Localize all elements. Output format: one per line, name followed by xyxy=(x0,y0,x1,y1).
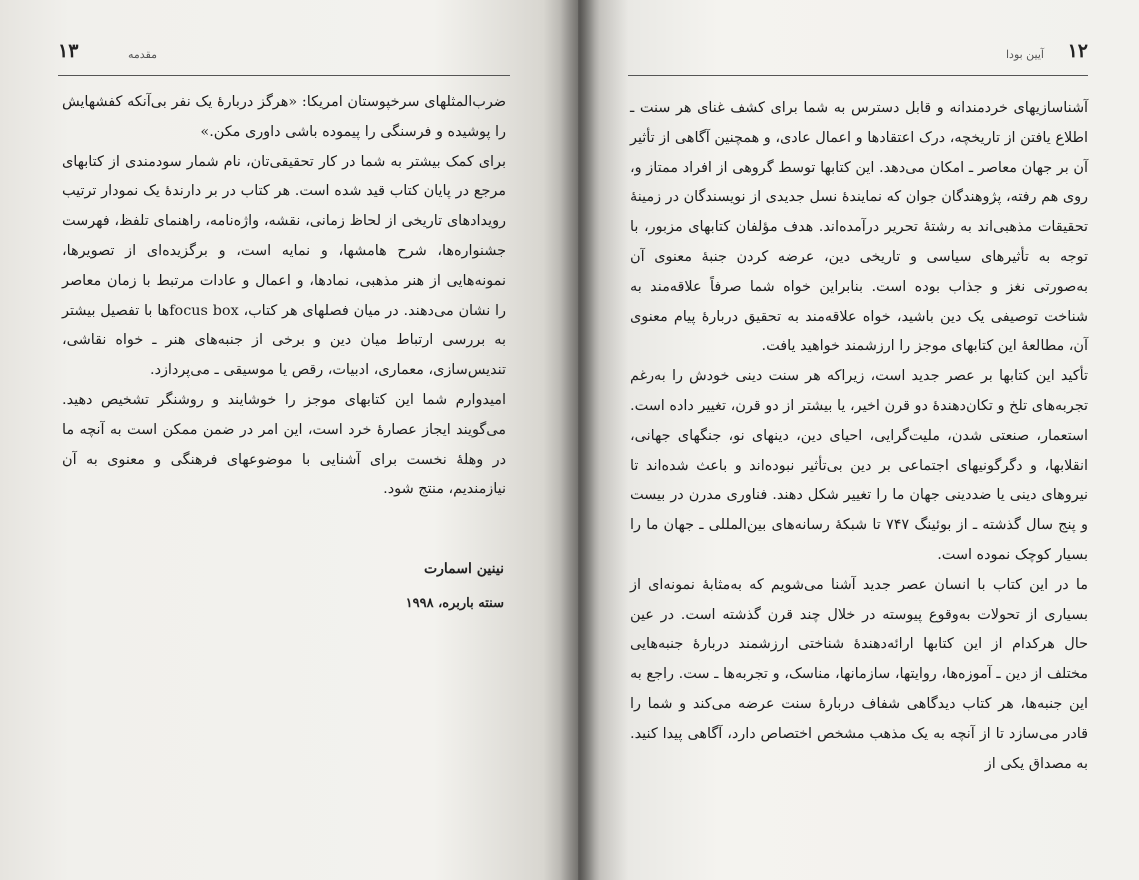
left-paragraph: برای کمک بیشتر به شما در کار تحقیقی‌تان، نام شمار سودمندی از کتابهای مرجع در پایان کتاب قید شده است. هر کتاب در بر دارندهٔ یک نمودار ترتیب رویدادهای تاریخی از لحاظ زمانی، نقشه، واژه‌نامه، راهنمای تلفظ، فهرست جشنواره‌ها، شرح هامشها، و نمایه است، و برگزیده‌ای از تصویرها، نمونه‌هایی از هنر مذهبی، نمادها، و اعمال و عادات مرتبط با زمان معاصر را نشان می‌دهند. در میان فصلهای هر کتاب، focus boxها با تفصیل بیشتر به بررسی ارتباط میان دین و برخی از جنبه‌های هنر ـ خواه نقاشی، تندیس‌سازی، معماری، ادبیات، رقص یا موسیقی ـ می‌پردازد. xyxy=(62,153,506,379)
signature-name: نینین اسمارت xyxy=(423,561,504,577)
left-paragraph: ضرب‌المثلهای سرخپوستان امریکا: «هرگز دربارهٔ یک نفر بی‌آنکه کفشهایش را پوشیده و فرسنگی را پیموده باشی داوری مکن.» xyxy=(62,94,506,140)
right-header-rule xyxy=(628,75,1088,76)
left-paragraph: امیدوارم شما این کتابهای موجز را خوشایند و روشنگر تشخیص دهید. می‌گویند ایجاز عصارهٔ خرد است، این امر در ضمن ممکن است به آنچه ما در وهلهٔ نخست برای آشنایی با موضوعهای فرهنگی و معنوی به آن نیازمندیم، منتج شود. xyxy=(62,391,506,498)
right-running-title: آیین بودا xyxy=(1005,48,1044,61)
right-page-header xyxy=(628,40,1088,68)
left-running-title: مقدمه xyxy=(128,48,158,61)
right-page xyxy=(578,0,1139,880)
left-page-body xyxy=(62,88,506,505)
left-page-header xyxy=(58,40,510,68)
signature-place: سنته باربره، ۱۹۹۸ xyxy=(405,596,504,611)
book-gutter-shadow xyxy=(560,0,600,880)
right-page-number: ۱۲ xyxy=(1067,40,1088,62)
left-header-rule xyxy=(58,75,510,76)
right-page-body xyxy=(630,94,1088,779)
left-page-number: ۱۳ xyxy=(58,40,79,62)
right-paragraph: ما در این کتاب با انسان عصر جدید آشنا می‌شویم که به‌مثابهٔ نمونه‌ای از بسیاری از تحولات به‌وقوع پیوسته در خلال چند قرن گذشته است. در عین حال هرکدام از این کتابها ارائه‌دهندهٔ شناختی ارزشمند دربارهٔ جنبه‌هایی مختلف از دین ـ آموزه‌ها، روایتها، سازمانها، مناسک، و تجربه‌ها ـ ست. راجع به این جنبه‌ها، هر کتاب دیدگاهی شفاف دربارهٔ سنت عرضه می‌کند و شما را قادر می‌سازد تا از آنچه به یک مذهب مشخص اختصاص دارد، آگاهی پیدا کنید. به مصداق یکی از xyxy=(630,576,1088,772)
right-paragraph: تأکید این کتابها بر عصر جدید است، زیراکه هر سنت دینی خودش را به‌رغم تجربه‌های تلخ و تکان‌دهندهٔ دو قرن اخیر، یا بیشتر از دو قرن، تغییر داده است. استعمار، صنعتی شدن، ملیت‌گرایی، احیای دین، دینهای نو، جنگهای جهانی، انقلابها، و دگرگونیهای اجتماعی بر دین بی‌تأثیر نبوده‌اند و باعث شده‌اند تا نیروهای دینی یا ضددینی جهان ما را تغییر شکل دهند. فناوری مدرن در بیست و پنج سال گذشته ـ از بوئینگ ۷۴۷ تا شبکهٔ رسانه‌های بین‌المللی ـ جهان ما را بسیار کوچک نموده است. xyxy=(630,368,1089,563)
right-paragraph: آشناسازیهای خردمندانه و قابل دسترس به شما برای کشف غنای هر سنت ـ اطلاع یافتن از تاریخچه، درک اعتقادها و اعمال عادی، و همچنین آگاهی از تأثیر آن بر جهان معاصر ـ امکان می‌دهد. این کتابها توسط گروهی از افراد ممتاز و، روی هم رفته، پژوهندگان جوان که نمایندهٔ نسل جدیدی از نویسندگان در زمینهٔ تحقیقات مذهبی‌اند به رشتهٔ تحریر درآمده‌اند. هدف مؤلفان کتابهای مزبور، با توجه به تأثیرهای سیاسی و تاریخی دین، عرضه کردن جنبهٔ معنوی آن به‌صورتی نغز و جذاب بوده است. بنابراین خواه شما صرفاً علاقه‌مند به شناخت توصیفی یک دین باشید، خواه علاقه‌مند به تحقیق دربارهٔ پیام معنوی آن، مطالعهٔ این کتابهای موجز را ارزشمند خواهید یافت. xyxy=(630,100,1088,355)
